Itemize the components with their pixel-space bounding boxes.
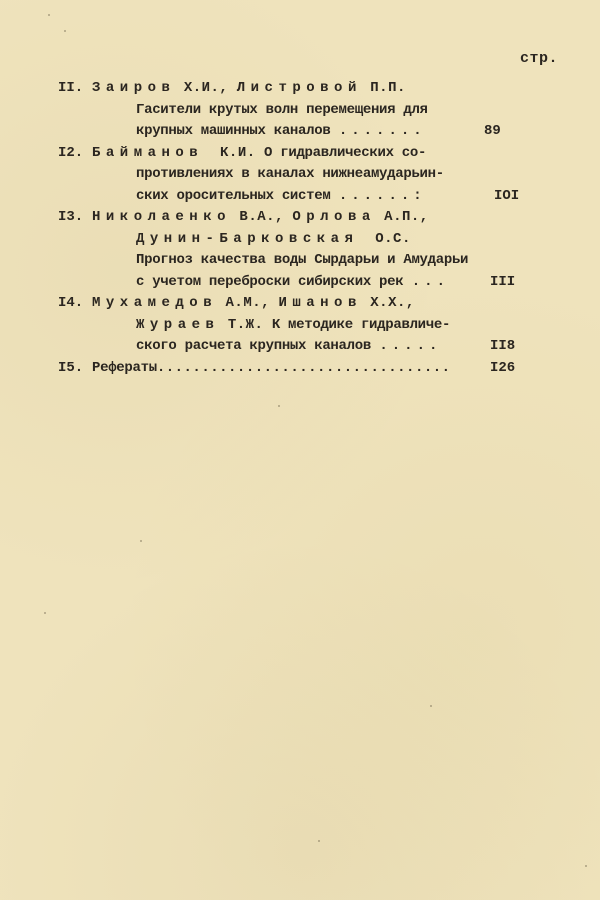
author-initials: О.С. bbox=[375, 230, 411, 247]
entry-title: ских оросительных систем bbox=[136, 187, 331, 204]
page-column-label: стр. bbox=[520, 50, 559, 67]
entry-number: I3. bbox=[58, 209, 84, 225]
author-name: Байманов bbox=[92, 144, 204, 161]
author-name: Жураев bbox=[136, 316, 220, 333]
author-name: Ишанов bbox=[278, 295, 362, 311]
author-name: Мухамедов bbox=[92, 295, 218, 311]
author-initials: К.И. bbox=[220, 144, 256, 161]
entry-title: О гидравлических со- bbox=[264, 144, 427, 161]
author-initials: Т.Ж. bbox=[227, 316, 264, 333]
page-number: IOI bbox=[494, 187, 520, 204]
author-name: Дунин-Барковская bbox=[136, 230, 359, 247]
paper-speck bbox=[318, 840, 320, 842]
paper-speck bbox=[585, 865, 587, 867]
toc-entry-12 bbox=[58, 143, 528, 208]
toc-entry-15 bbox=[58, 358, 528, 380]
author-initials: Х.Х., bbox=[370, 295, 415, 311]
toc-entry-14 bbox=[58, 293, 528, 358]
author-name: Листровой bbox=[236, 80, 362, 96]
paper-speck bbox=[278, 405, 280, 407]
entry-number: I5. bbox=[58, 359, 84, 376]
author-initials: А.М., bbox=[225, 295, 271, 311]
entry-title: Рефераты bbox=[92, 359, 157, 376]
entry-number: I4. bbox=[58, 295, 84, 311]
leader-dots: ................................. bbox=[156, 359, 451, 376]
entry-title: К методике гидравличе- bbox=[271, 316, 451, 333]
toc-entry-13 bbox=[58, 207, 528, 293]
entry-title: Прогноз качества воды Сырдарьи и Амударьи bbox=[136, 252, 469, 268]
entry-number: II. bbox=[58, 80, 84, 96]
leader-dots: ..... bbox=[379, 338, 442, 354]
author-name: Орлова bbox=[292, 209, 376, 225]
leader-dots: ....... bbox=[338, 123, 426, 139]
entry-title: ского расчета крупных каналов bbox=[136, 338, 371, 354]
leader-dots: ......: bbox=[338, 187, 426, 204]
paper-speck bbox=[64, 30, 66, 32]
table-of-contents bbox=[58, 78, 528, 379]
author-name: Николаенко bbox=[92, 209, 232, 225]
author-initials: А.П., bbox=[384, 209, 429, 225]
author-initials: В.А., bbox=[239, 209, 284, 225]
paper-speck bbox=[140, 540, 142, 542]
entry-title: противлениях в каналах нижнеамударьин- bbox=[136, 166, 444, 182]
entry-title: Гасители крутых волн перемещения для bbox=[136, 101, 428, 118]
entry-number: I2. bbox=[58, 144, 84, 161]
paper-speck bbox=[48, 14, 50, 16]
paper-speck bbox=[44, 612, 46, 614]
author-initials: П.П. bbox=[370, 80, 406, 96]
author-name: Заиров bbox=[92, 80, 176, 96]
page-number: III bbox=[490, 273, 516, 290]
entry-title: крупных машинных каналов bbox=[136, 123, 331, 139]
leader-dots: ... bbox=[411, 273, 449, 290]
author-initials: Х.И., bbox=[183, 80, 229, 96]
paper-speck bbox=[430, 705, 432, 707]
page-number: II8 bbox=[490, 338, 516, 354]
page-number: I26 bbox=[490, 359, 516, 376]
toc-entry-11 bbox=[58, 78, 528, 143]
entry-title: с учетом переброски сибирских рек bbox=[136, 273, 404, 290]
page-number: 89 bbox=[484, 123, 501, 139]
